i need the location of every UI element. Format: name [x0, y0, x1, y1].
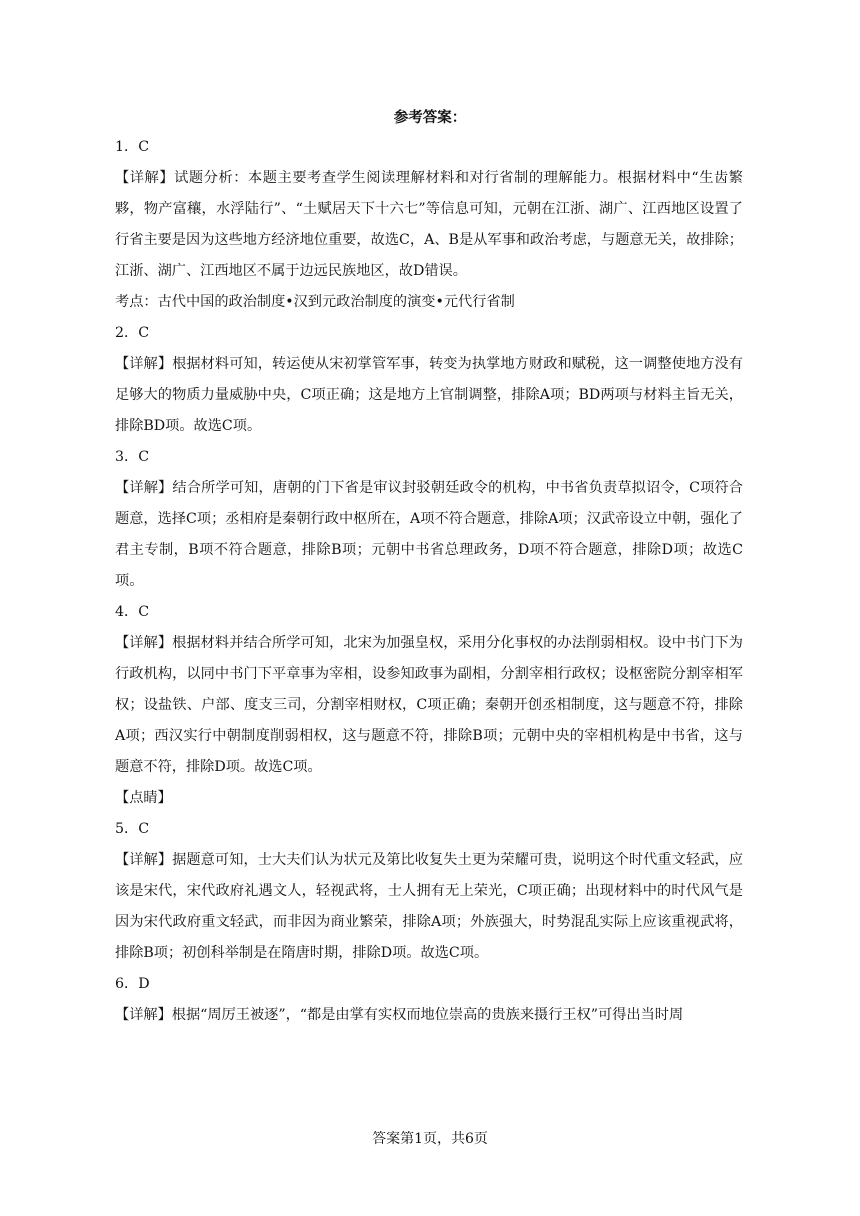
answer-note: 【点睛】 [115, 790, 172, 806]
answer-explanation: 【详解】据题意可知，士大夫们认为状元及第比收复失土更为荣耀可贵，说明这个时代重文轻武，应该是宋代，宋代政府礼遇文人，轻视武将，士人拥有无上荣光，C项正确；出现材料中的时代风气是因为宋代政府重文轻武，而非因为商业繁荣，排除A项；外族强大，时势混乱实际上应该重视武将，排除B项；初创科举制是在隋唐时期，排除D项。故选C项。 [115, 852, 743, 961]
answer-number: 5．C [115, 821, 150, 837]
page-title: 参考答案： [393, 109, 467, 126]
answer-number: 1．C [115, 139, 150, 155]
page-footer: 答案第1页，共6页 [372, 1131, 488, 1147]
answer-body [115, 132, 743, 1031]
answer-explanation: 【详解】根据材料并结合所学可知，北宋为加强皇权，采用分化事权的办法削弱相权。设中书门下为行政机构，以同中书门下平章事为宰相，设参知政事为副相，分割宰相行政权；设枢密院分割宰相军权；设盐铁、户部、度支三司，分割宰相财权，C项正确；秦朝开创丞相制度，这与题意不符，排除A项；西汉实行中朝制度削弱相权，这与题意不符，排除B项；元朝中央的宰相机构是中书省，这与题意不符，排除D项。故选C项。 [115, 635, 743, 775]
answer-number: 2．C [115, 325, 150, 341]
answer-number: 3．C [115, 449, 150, 465]
answer-explanation: 【详解】根据“周厉王被逐”，“都是由掌有实权而地位崇高的贵族来摄行王权”可得出当时周 [115, 1007, 684, 1023]
answer-explanation: 【详解】根据材料可知，转运使从宋初掌管军事，转变为执掌地方财政和赋税，这一调整使地方没有足够大的物质力量威胁中央，C项正确；这是地方上官制调整，排除A项；BD两项与材料主旨无关，排除BD项。故选C项。 [115, 356, 743, 434]
answer-number: 6．D [115, 976, 150, 992]
answer-explanation: 【详解】结合所学可知，唐朝的门下省是审议封驳朝廷政令的机构，中书省负责草拟诏令，C项符合题意，选择C项；丞相府是秦朝行政中枢所在，A项不符合题意，排除A项；汉武帝设立中朝，强化了君主专制，B项不符合题意，排除B项；元朝中书省总理政务，D项不符合题意，排除D项；故选C项。 [115, 480, 743, 589]
answer-explanation: 【详解】试题分析：本题主要考查学生阅读理解材料和对行省制的理解能力。根据材料中“生齿繁夥，物产富穰，水浮陆行”、“土赋居天下十六七”等信息可知，元朝在江浙、湖广、江西地区设置了行省主要是因为这些地方经济地位重要，故选C，A、B是从军事和政治考虑，与题意无关，故排除；江浙、湖广、江西地区不属于边远民族地区，故D错误。 [115, 170, 743, 279]
answer-note: 考点：古代中国的政治制度•汉到元政治制度的演变•元代行省制 [115, 294, 515, 310]
answer-number: 4．C [115, 604, 150, 620]
